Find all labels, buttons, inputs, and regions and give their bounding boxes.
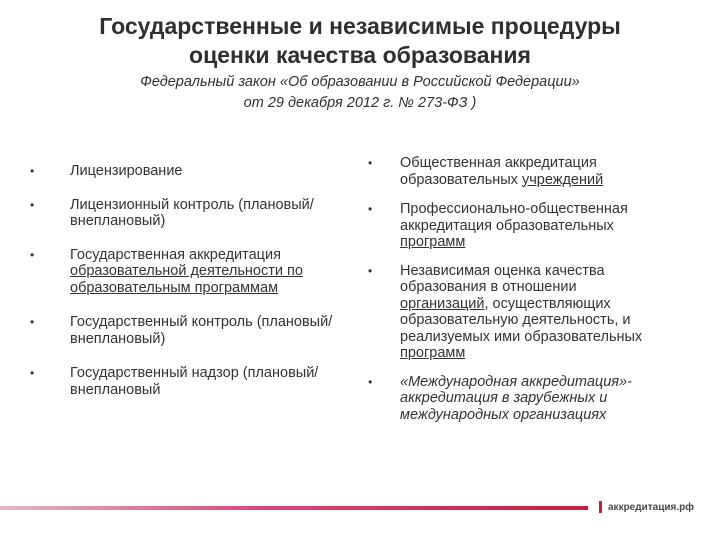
item-text-cont: , осуществляющих образовательную деятельность, и реализуемых ими образовательных — [400, 295, 643, 345]
footer-accent-line — [0, 506, 588, 510]
item-text: Независимая оценка качества образования в отношении — [400, 262, 605, 295]
item-text-underlined: программ — [400, 345, 466, 361]
bullet-icon: • — [30, 197, 35, 212]
list-item — [30, 365, 350, 398]
list-item — [30, 247, 350, 297]
item-text-underlined: программ — [400, 234, 466, 250]
item-text: Лицензирование — [70, 163, 183, 179]
item-text: Общественная аккредитация образовательных — [400, 155, 597, 188]
bullet-icon: • — [30, 164, 35, 178]
bullet-icon: • — [368, 374, 373, 389]
accreditation-logo-icon — [596, 499, 606, 515]
footer-logo[interactable] — [596, 497, 694, 517]
item-text: Государственный контроль (плановый/ внеплановый) — [70, 314, 333, 347]
list-item — [368, 155, 668, 188]
bullet-icon: • — [30, 315, 35, 329]
bullet-icon: • — [368, 156, 373, 170]
item-text: Профессионально-общественная аккредитация образовательных — [400, 201, 628, 234]
page-subtitle — [0, 72, 720, 114]
list-item — [30, 163, 350, 180]
subtitle-line-2: от 29 декабря 2012 г. № 273-ФЗ ) — [243, 95, 477, 111]
bullet-icon: • — [368, 202, 373, 216]
bullet-icon: • — [30, 366, 35, 380]
title-line-1: Государственные и независимые процедуры — [99, 13, 621, 39]
list-item — [368, 201, 668, 251]
item-text: Государственный надзор (плановый/ внеплановый — [70, 365, 319, 398]
page-title — [0, 12, 720, 70]
item-text-underlined: образовательной деятельности по образовательным программам — [70, 263, 303, 296]
left-procedures-list — [30, 163, 350, 398]
item-text: Лицензионный контроль (плановый/ внеплановый) — [70, 196, 314, 229]
list-item — [30, 197, 350, 230]
logo-text: аккредитация.рф — [608, 501, 694, 513]
list-item — [368, 263, 668, 362]
subtitle-line-1: Федеральный закон «Об образовании в Российской Федерации» — [140, 74, 580, 90]
bullet-icon: • — [30, 247, 35, 262]
list-item — [368, 374, 668, 424]
bullet-icon: • — [368, 263, 373, 278]
item-text-underlined: учреждений — [521, 171, 604, 188]
item-text-underlined: организаций — [400, 295, 485, 312]
title-line-2: оценки качества образования — [189, 42, 531, 68]
item-text: «Международная аккредитация»- аккредитация в зарубежных и международных организациях — [400, 373, 632, 423]
item-text: Государственная аккредитация — [70, 246, 281, 263]
list-item — [30, 314, 350, 347]
right-procedures-list — [368, 155, 668, 423]
